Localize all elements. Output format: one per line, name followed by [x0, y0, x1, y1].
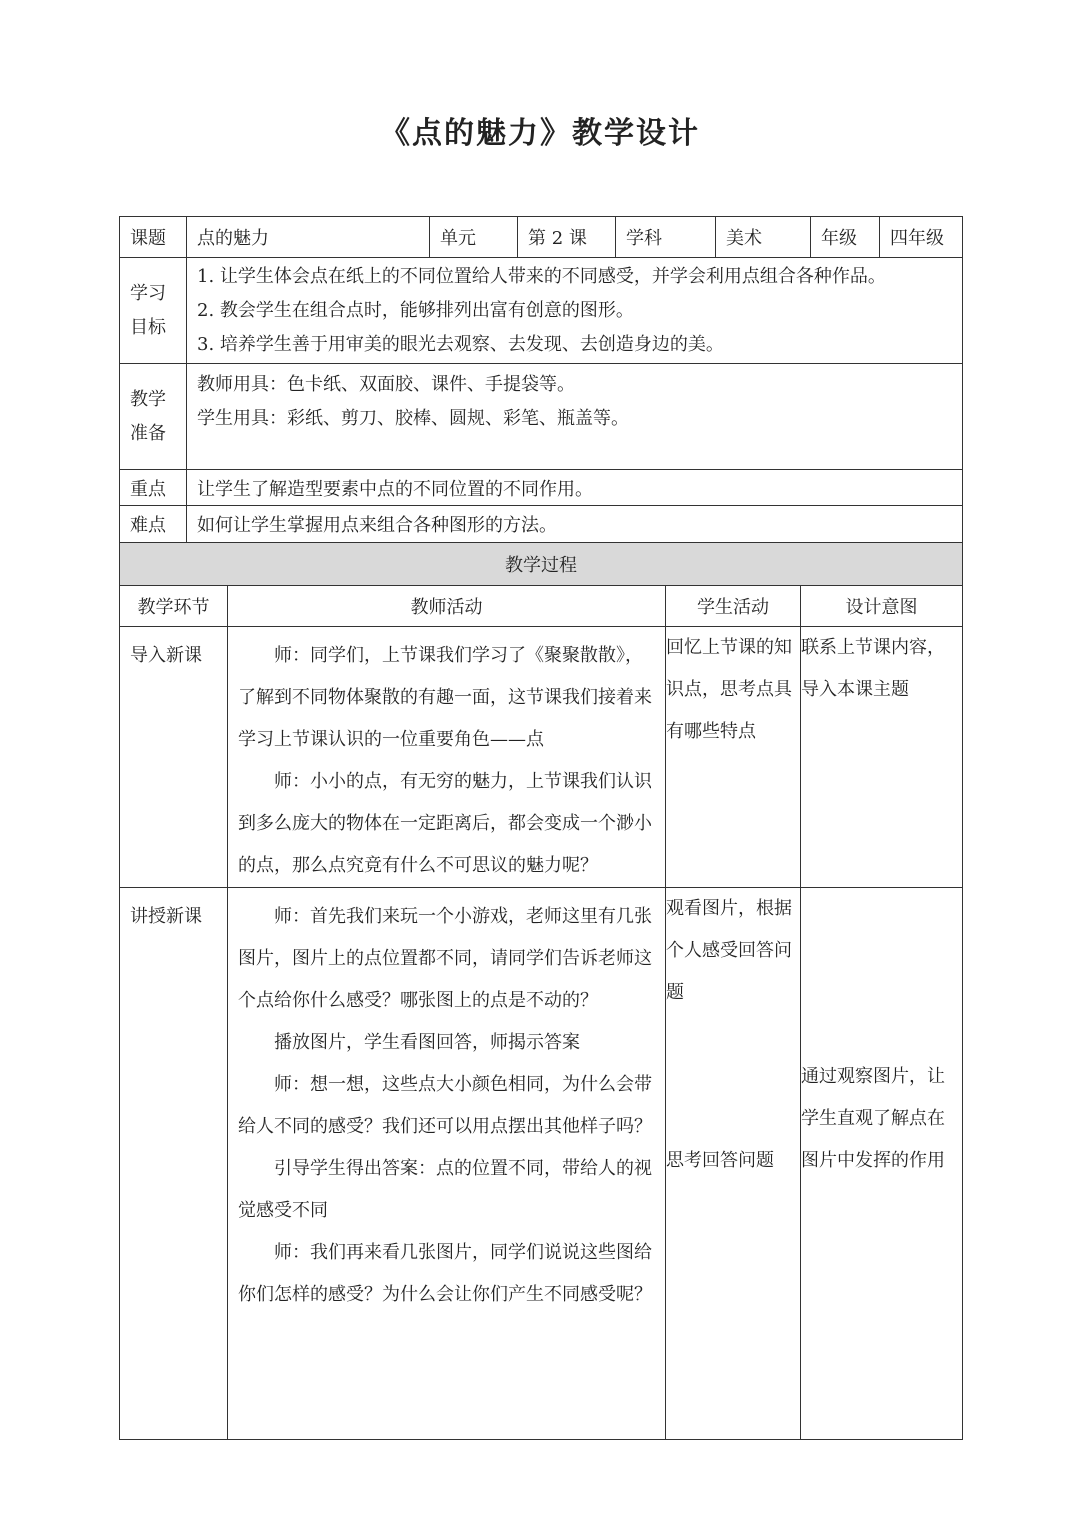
- teacher-cell: [228, 627, 666, 888]
- subject-value: 美术: [716, 217, 811, 258]
- intent-cell: [801, 888, 963, 1440]
- goal-item: 3. 培养学生善于用审美的眼光去观察、去发现、去创造身边的美。: [197, 333, 724, 355]
- header-teacher: 教师活动: [228, 586, 666, 627]
- difficulty-label: 难点: [120, 506, 187, 543]
- teacher-paragraph: 播放图片，学生看图回答，师揭示答案: [274, 1032, 580, 1053]
- goal-item: 1. 让学生体会点在纸上的不同位置给人带来的不同感受，并学会利用点组合各种作品。: [197, 265, 886, 287]
- teacher-cell: [228, 888, 666, 1440]
- goals-label: [120, 258, 187, 364]
- goal-item: 2. 教会学生在组合点时，能够排列出富有创意的图形。: [197, 299, 634, 321]
- prep-item: 学生用具：彩纸、剪刀、胶棒、圆规、彩笔、瓶盖等。: [197, 408, 629, 429]
- stage-cell: 导入新课: [120, 627, 228, 888]
- key-value: 让学生了解造型要素中点的不同位置的不同作用。: [187, 470, 963, 506]
- teacher-paragraph: 师：首先我们来玩一个小游戏，老师这里有几张图片，图片上的点位置都不同，请同学们告诉老师这个点给你什么感受？哪张图上的点是不动的？: [238, 906, 652, 1011]
- page-title: 《点的魅力》教学设计: [380, 116, 700, 151]
- lesson-info-table: [119, 216, 963, 543]
- prep-label: [120, 364, 187, 470]
- grade-label: 年级: [811, 217, 880, 258]
- intent-cell: 联系上节课内容，导入本课主题: [801, 627, 963, 888]
- topic-value: 点的魅力: [187, 217, 430, 258]
- header-student: 学生活动: [666, 586, 801, 627]
- student-text: 观看图片，根据个人感受回答问题: [666, 898, 792, 1003]
- key-label: 重点: [120, 470, 187, 506]
- student-text: 思考回答问题: [666, 1150, 774, 1171]
- prep-label-line: 教学: [130, 388, 166, 410]
- process-table: [119, 542, 963, 1440]
- intent-text: 通过观察图片，让学生直观了解点在图片中发挥的作用: [801, 1066, 945, 1171]
- teacher-paragraph: 师：想一想，这些点大小颜色相同，为什么会带给人不同的感受？我们还可以用点摆出其他样子吗？: [238, 1074, 652, 1137]
- teacher-paragraph: 师：同学们，上节课我们学习了《聚聚散散》，了解到不同物体聚散的有趣一面，这节课我们接着来学习上节课认识的一位重要角色——点: [238, 645, 652, 750]
- header-intent: 设计意图: [801, 586, 963, 627]
- grade-value: 四年级: [880, 217, 963, 258]
- prep-item: 教师用具：色卡纸、双面胶、课件、手提袋等。: [197, 374, 575, 395]
- teacher-paragraph: 引导学生得出答案：点的位置不同，带给人的视觉感受不同: [238, 1158, 652, 1221]
- difficulty-value: 如何让学生掌握用点来组合各种图形的方法。: [187, 506, 963, 543]
- prep-label-line: 准备: [130, 422, 166, 444]
- goals-label-line: 学习: [130, 282, 166, 304]
- goals-label-line: 目标: [130, 316, 166, 338]
- prep-cell: [187, 364, 963, 470]
- teacher-paragraph: 师：小小的点，有无穷的魅力，上节课我们认识到多么庞大的物体在一定距离后，都会变成一个渺小的点，那么点究竟有什么不可思议的魅力呢？: [238, 771, 652, 876]
- topic-label: 课题: [120, 217, 187, 258]
- teacher-paragraph: 师：我们再来看几张图片，同学们说说这些图给你们怎样的感受？为什么会让你们产生不同感受呢？: [238, 1242, 652, 1305]
- unit-value: 第 2 课: [518, 217, 616, 258]
- header-stage: 教学环节: [120, 586, 228, 627]
- student-cell: 回忆上节课的知识点，思考点具有哪些特点: [666, 627, 801, 888]
- student-cell: [666, 888, 801, 1440]
- goals-cell: [187, 258, 963, 364]
- process-band: 教学过程: [120, 543, 963, 586]
- stage-cell: 讲授新课: [120, 888, 228, 1440]
- unit-label: 单元: [430, 217, 518, 258]
- subject-label: 学科: [616, 217, 716, 258]
